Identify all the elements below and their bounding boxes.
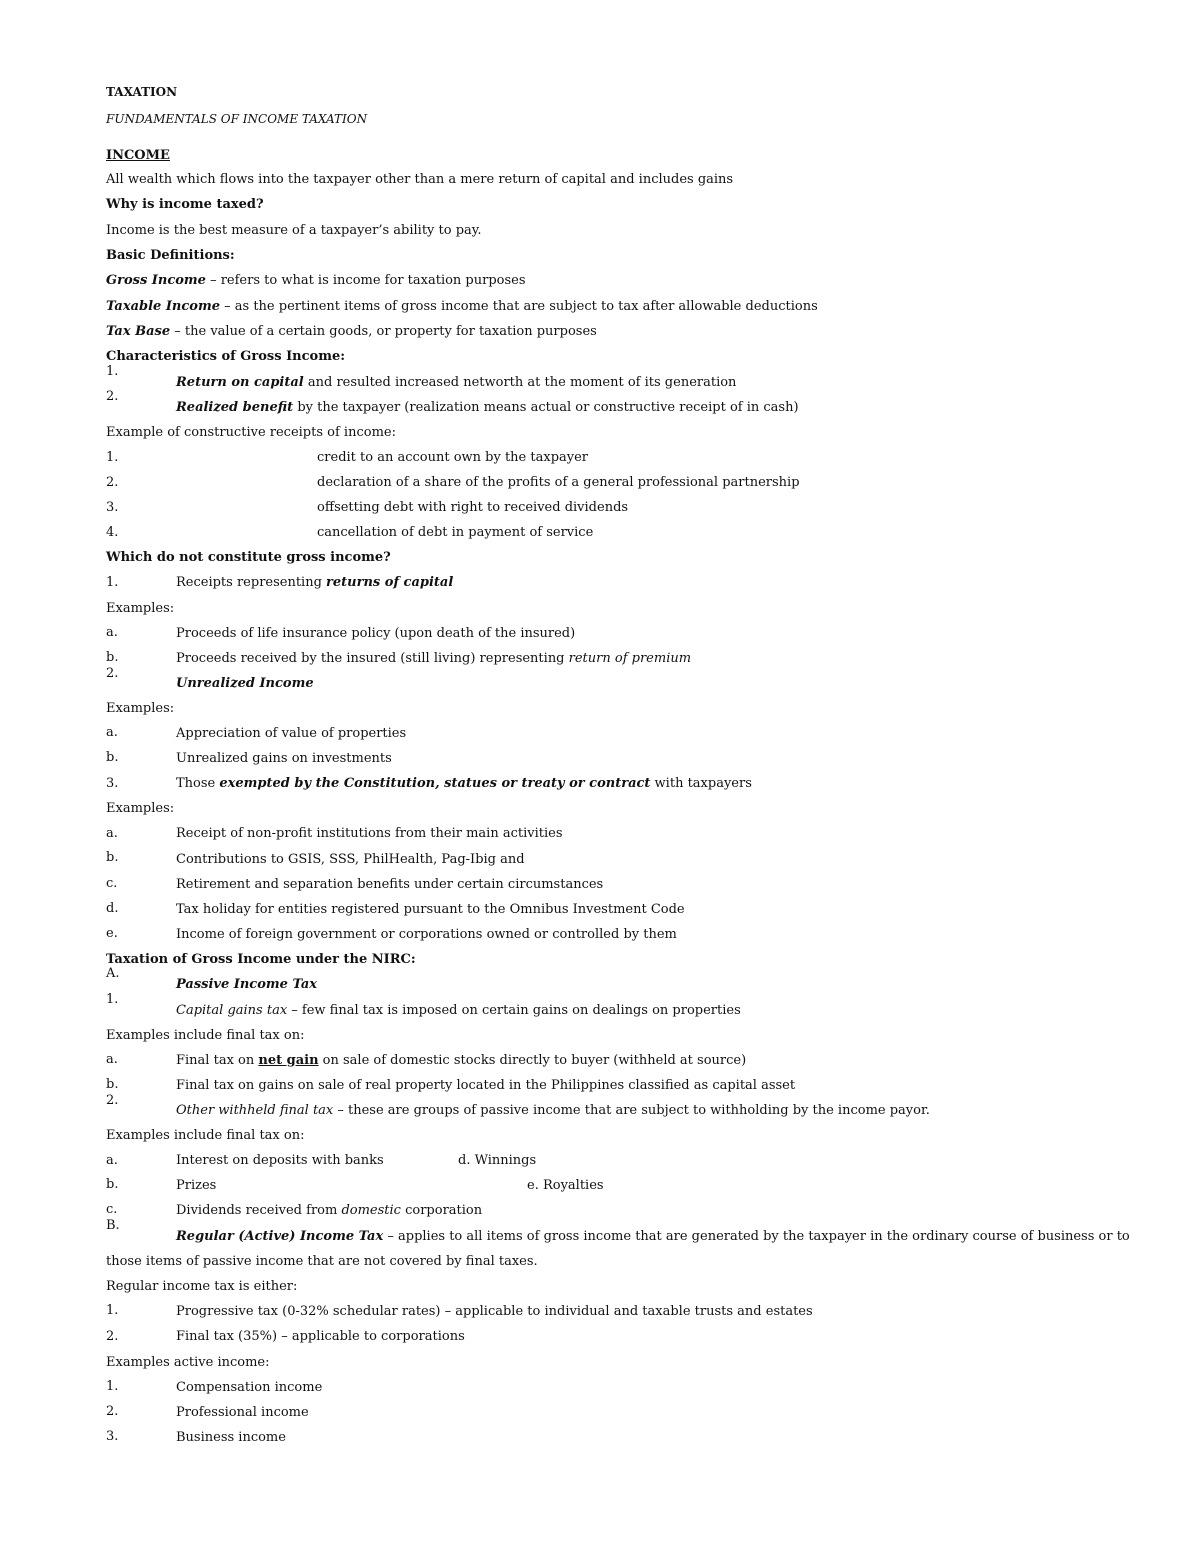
- why-answer: Income is the best measure of a taxpayer’s ability to pay.: [106, 223, 482, 238]
- basic-definitions-heading: Basic Definitions:: [106, 248, 235, 263]
- constructive-heading: Example of constructive receipts of income:: [106, 425, 396, 440]
- income-heading: INCOME: [106, 148, 170, 163]
- list-number: 1.: [106, 1379, 119, 1394]
- list-number: 2.: [106, 475, 119, 490]
- list-number: 2.: [106, 666, 119, 681]
- list-number: 3.: [106, 500, 119, 515]
- list-item: Proceeds of life insurance policy (upon death of the insured): [176, 626, 576, 641]
- document-title: TAXATION: [106, 85, 178, 99]
- section-continuation: those items of passive income that are not covered by final taxes.: [106, 1254, 538, 1269]
- list-item: Capital gains tax – few final tax is imposed on certain gains on dealings on properties: [176, 1003, 741, 1018]
- income-definition: All wealth which flows into the taxpayer other than a mere return of capital and includes gains: [106, 172, 734, 187]
- list-item: Appreciation of value of properties: [176, 726, 407, 741]
- list-number: 1.: [106, 450, 119, 465]
- list-letter: b.: [106, 850, 119, 865]
- list-item: Final tax on net gain on sale of domestic stocks directly to buyer (withheld at source): [176, 1053, 747, 1068]
- list-item: Final tax (35%) – applicable to corporations: [176, 1329, 465, 1344]
- list-letter: b.: [106, 750, 119, 765]
- definition-taxable-income: Taxable Income – as the pertinent items of gross income that are subject to tax after allowable deductions: [106, 299, 818, 314]
- examples-label: Examples include final tax on:: [106, 1028, 305, 1043]
- list-letter: c.: [106, 1202, 118, 1217]
- list-item: Receipts representing returns of capital: [176, 575, 454, 590]
- list-item: Income of foreign government or corporations owned or controlled by them: [176, 927, 677, 942]
- list-item: Unrealized gains on investments: [176, 751, 392, 766]
- definition-gross-income: Gross Income – refers to what is income for taxation purposes: [106, 273, 526, 288]
- list-letter: a.: [106, 826, 118, 841]
- list-item: Retirement and separation benefits under certain circumstances: [176, 877, 604, 892]
- examples-label: Examples:: [106, 701, 175, 716]
- list-item: Interest on deposits with banks: [176, 1153, 384, 1168]
- list-number: 3.: [106, 1429, 119, 1444]
- list-item: Those exempted by the Constitution, statues or treaty or contract with taxpayers: [176, 776, 752, 791]
- list-item: e. Royalties: [527, 1178, 604, 1193]
- list-item: Unrealized Income: [176, 676, 314, 691]
- list-letter: a.: [106, 725, 118, 740]
- regular-label: Regular income tax is either:: [106, 1279, 298, 1294]
- list-number: 1.: [106, 1303, 119, 1318]
- list-number: 2.: [106, 1404, 119, 1419]
- list-item: Receipt of non-profit institutions from their main activities: [176, 826, 563, 841]
- list-item: Contributions to GSIS, SSS, PhilHealth, Pag-Ibig and: [176, 852, 525, 867]
- section-letter: A.: [106, 966, 120, 981]
- not-gross-income-heading: Which do not constitute gross income?: [106, 550, 391, 565]
- list-letter: c.: [106, 876, 118, 891]
- section-title: Passive Income Tax: [176, 977, 318, 992]
- list-letter: b.: [106, 1077, 119, 1092]
- list-letter: e.: [106, 926, 118, 941]
- list-item: Return on capital and resulted increased networth at the moment of its generation: [176, 375, 737, 390]
- list-item: d. Winnings: [458, 1153, 537, 1168]
- list-item: Other withheld final tax – these are groups of passive income that are subject to withholding by the income payor.: [176, 1103, 930, 1118]
- list-number: 1.: [106, 575, 119, 590]
- list-item: Dividends received from domestic corporation: [176, 1203, 483, 1218]
- list-letter: b.: [106, 650, 119, 665]
- definition-tax-base: Tax Base – the value of a certain goods, or property for taxation purposes: [106, 324, 597, 339]
- why-heading: Why is income taxed?: [106, 197, 264, 212]
- list-number: 1.: [106, 364, 119, 379]
- list-letter: b.: [106, 1177, 119, 1192]
- list-number: 2.: [106, 1093, 119, 1108]
- list-number: 1.: [106, 992, 119, 1007]
- list-item: Realized benefit by the taxpayer (realization means actual or constructive receipt of in cash): [176, 400, 799, 415]
- characteristics-heading: Characteristics of Gross Income:: [106, 349, 346, 364]
- list-item: Final tax on gains on sale of real property located in the Philippines classified as capital asset: [176, 1078, 796, 1093]
- list-number: 2.: [106, 1329, 119, 1344]
- list-item: Prizes: [176, 1178, 217, 1193]
- list-number: 3.: [106, 776, 119, 791]
- list-item: Tax holiday for entities registered pursuant to the Omnibus Investment Code: [176, 902, 685, 917]
- list-letter: a.: [106, 1153, 118, 1168]
- examples-label: Examples include final tax on:: [106, 1128, 305, 1143]
- list-letter: d.: [106, 901, 119, 916]
- list-item: Compensation income: [176, 1380, 323, 1395]
- list-item: Proceeds received by the insured (still living) representing return of premium: [176, 651, 692, 666]
- list-item: offsetting debt with right to received dividends: [317, 500, 629, 515]
- active-label: Examples active income:: [106, 1355, 270, 1370]
- document-subtitle: FUNDAMENTALS OF INCOME TAXATION: [106, 112, 368, 126]
- section-title: Regular (Active) Income Tax – applies to all items of gross income that are generated by the taxpayer in the ordinary course of business or to: [176, 1229, 1130, 1244]
- list-item: credit to an account own by the taxpayer: [317, 450, 589, 465]
- list-letter: a.: [106, 625, 118, 640]
- list-item: cancellation of debt in payment of service: [317, 525, 594, 540]
- list-number: 2.: [106, 389, 119, 404]
- section-letter: B.: [106, 1218, 120, 1233]
- list-item: declaration of a share of the profits of a general professional partnership: [317, 475, 800, 490]
- list-item: Business income: [176, 1430, 286, 1445]
- nirc-heading: Taxation of Gross Income under the NIRC:: [106, 952, 416, 967]
- examples-label: Examples:: [106, 601, 175, 616]
- list-number: 4.: [106, 525, 119, 540]
- examples-label: Examples:: [106, 801, 175, 816]
- list-item: Professional income: [176, 1405, 309, 1420]
- list-item: Progressive tax (0-32% schedular rates) – applicable to individual and taxable trusts and estates: [176, 1304, 813, 1319]
- list-letter: a.: [106, 1052, 118, 1067]
